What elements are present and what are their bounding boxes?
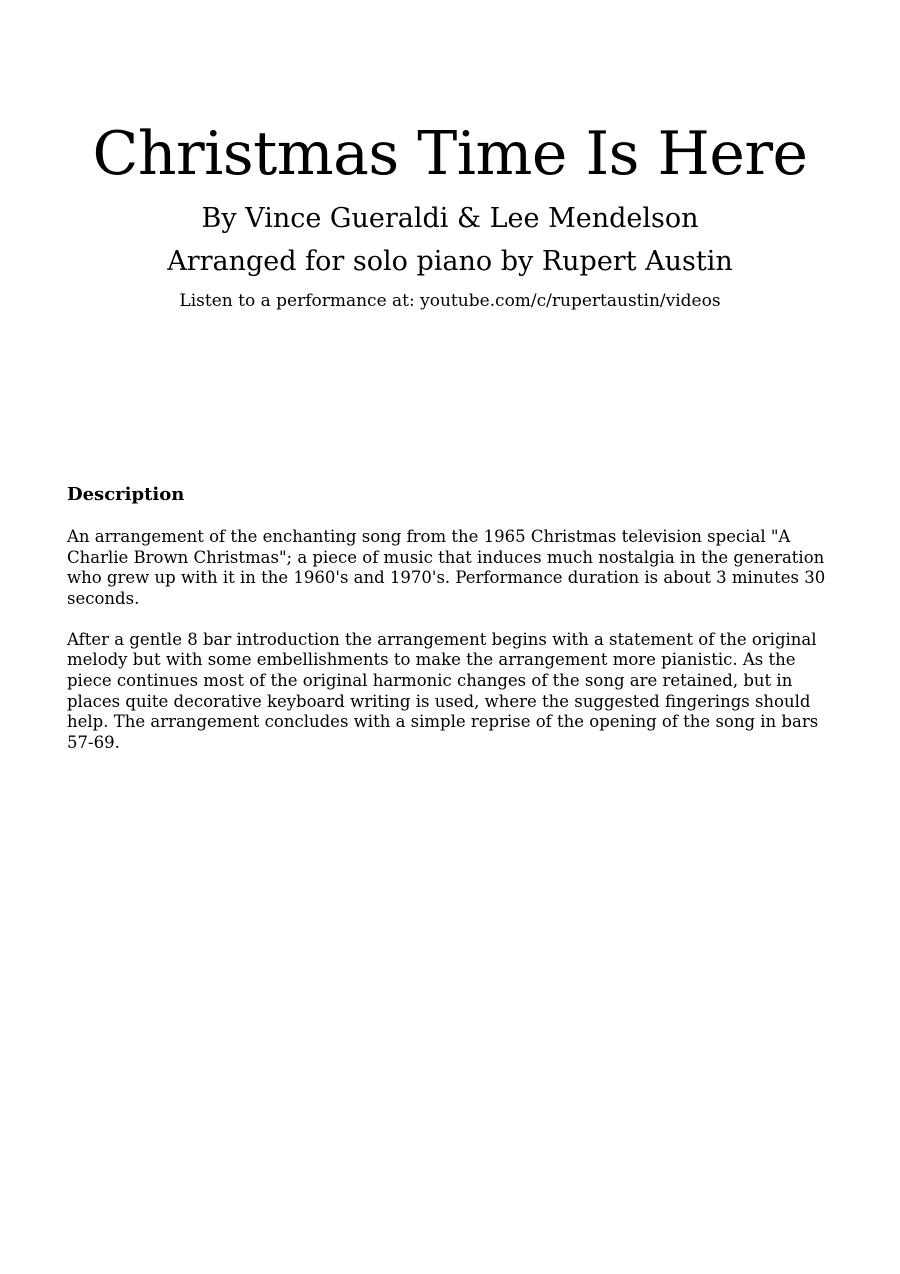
description-body xyxy=(67,527,842,774)
arranger-credit: Arranged for solo piano by Rupert Austin xyxy=(167,246,733,277)
page-title: Christmas Time Is Here xyxy=(92,119,808,189)
composers-credit: By Vince Gueraldi & Lee Mendelson xyxy=(201,203,699,234)
description-paragraph: After a gentle 8 bar introduction the arrangement begins with a statement of the original melody but with some embellishments to make the arrangement more pianistic. As the piece continues most of the original harmonic changes of the song are retained, but in places quite decorative keyboard writing is used, where the suggested fingerings should help. The arrangement concludes with a simple reprise of the opening of the song in bars 57-69. xyxy=(67,629,819,752)
description-heading: Description xyxy=(67,484,185,505)
performance-link-text: Listen to a performance at: youtube.com/c/rupertaustin/videos xyxy=(179,291,721,311)
description-paragraph: An arrangement of the enchanting song from the 1965 Christmas television special "A Charlie Brown Christmas"; a piece of music that induces much nostalgia in the generation who grew up with it in the 1960's and 1970's. Performance duration is about 3 minutes 30 seconds. xyxy=(67,527,826,608)
